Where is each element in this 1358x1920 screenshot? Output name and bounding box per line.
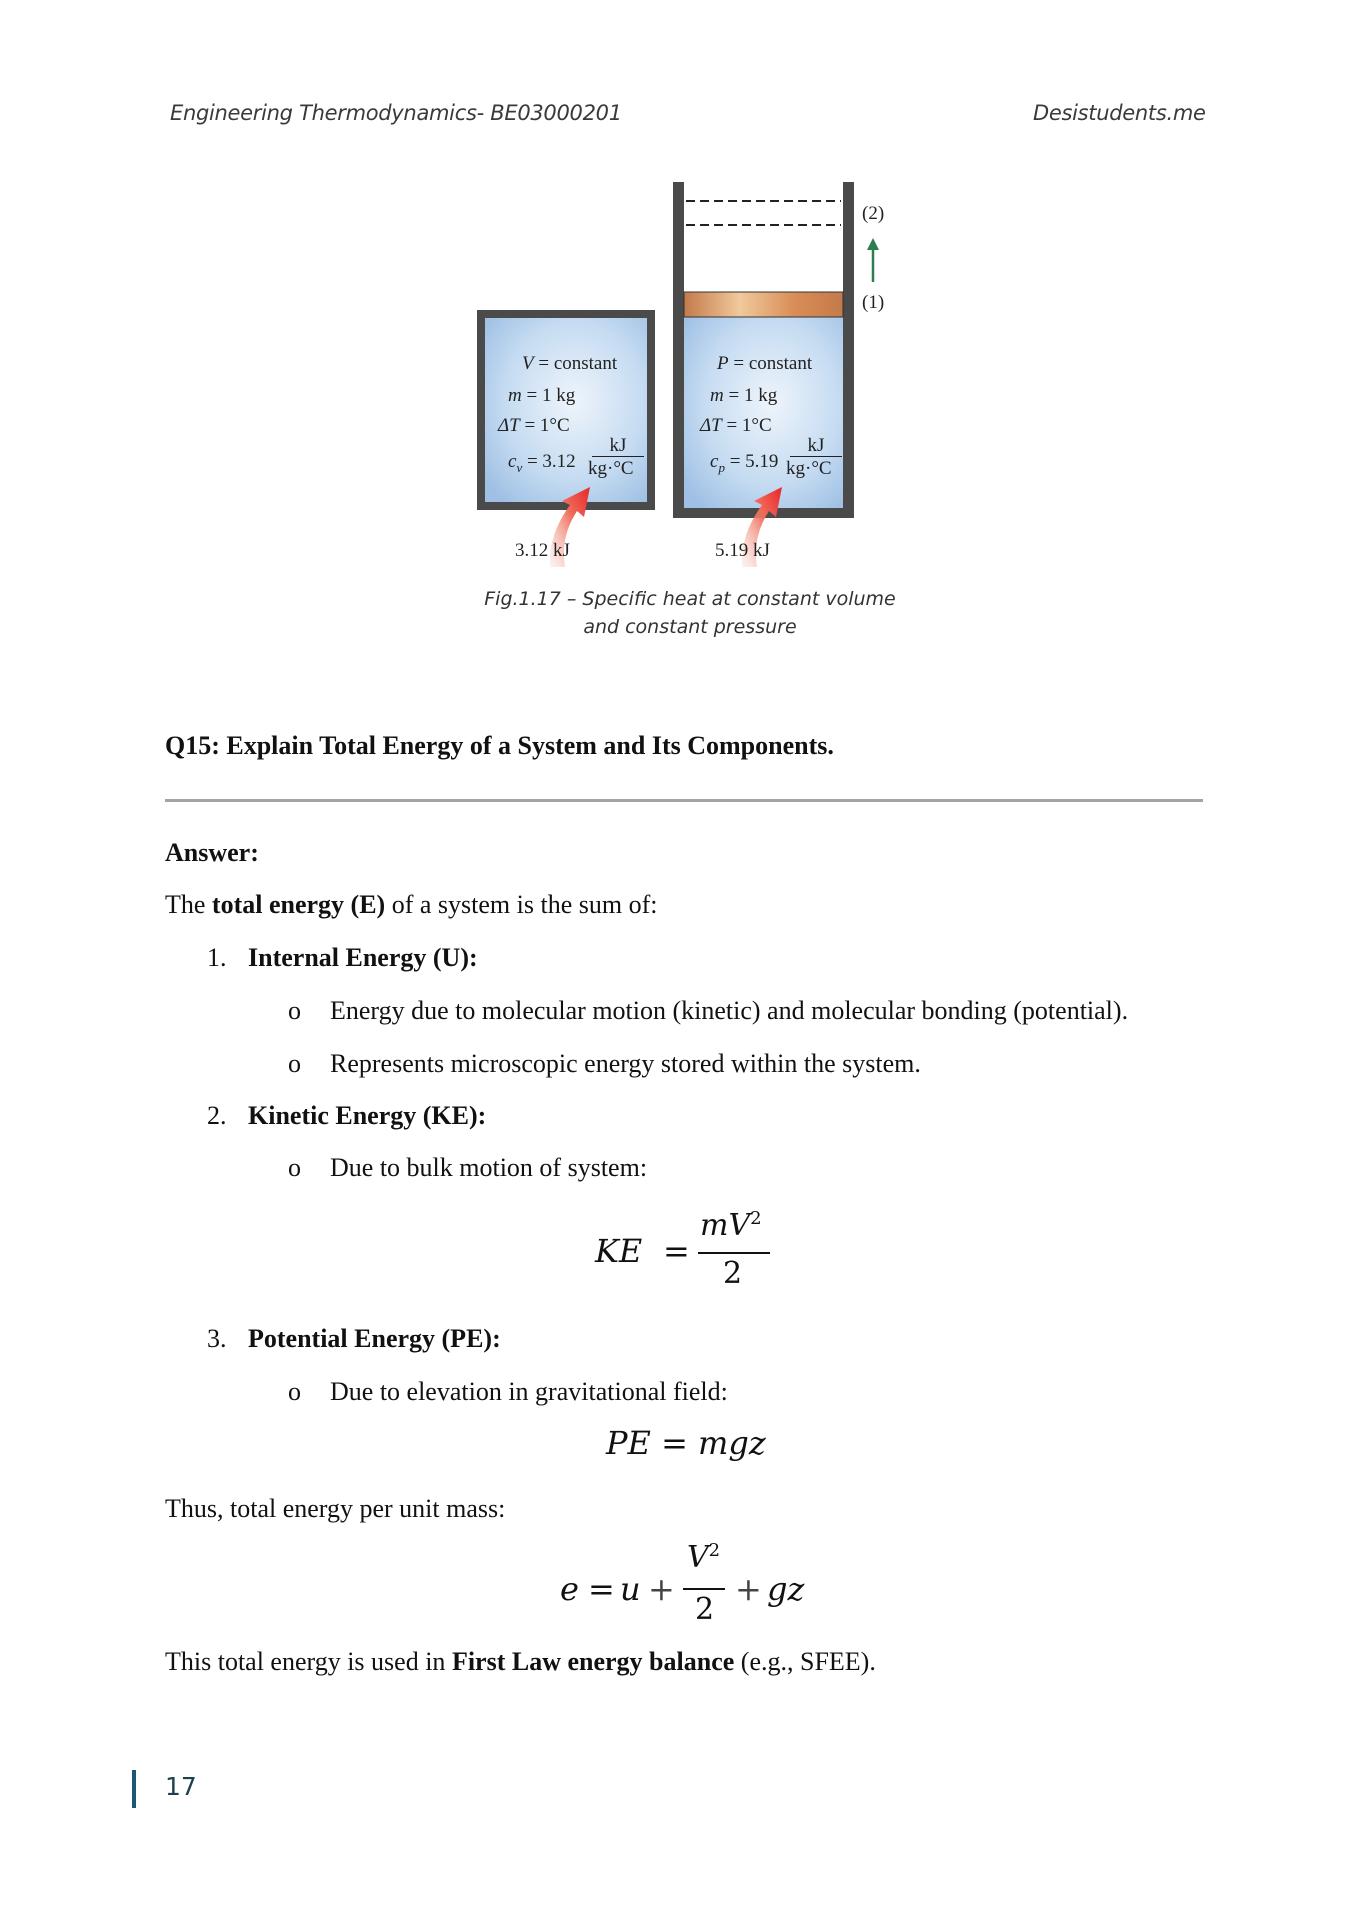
left-volume-label: V = constant (522, 353, 618, 374)
fraction-bar (683, 1588, 725, 1590)
question-heading: Q15: Explain Total Energy of a System and Its Components. (165, 731, 834, 760)
bullet-icon: o (288, 1377, 301, 1406)
bullet-icon: o (288, 996, 301, 1025)
list-item-internal-energy: Internal Energy (U): (248, 943, 478, 972)
state-2-label: (2) (862, 203, 885, 224)
section-divider (165, 799, 1203, 802)
bullet-text: Due to elevation in gravitational field: (330, 1377, 728, 1406)
list-number-3: 3. (207, 1324, 227, 1353)
page-number-bar (132, 1770, 136, 1808)
equation-total-energy: e = u + $V^2$ 2 + gz (560, 1540, 805, 1627)
figure-diagram (470, 175, 910, 575)
right-cp-label: $c_p = 5.19$ (710, 451, 779, 475)
header-site-name: Desistudents.me (1033, 101, 1206, 125)
header-course-title: Engineering Thermodynamics- BE03000201 (170, 101, 622, 125)
left-cv-label: $c_v = 3.12$ (508, 451, 576, 475)
cylinder-left-wall (673, 182, 684, 518)
left-deltaT-label: ΔT = 1°C (498, 415, 570, 436)
e-numerator: $V^2$ (687, 1540, 721, 1575)
per-unit-mass-text: Thus, total energy per unit mass: (165, 1494, 506, 1523)
figure-caption-line2: and constant pressure (583, 616, 797, 638)
bullet-text: Due to bulk motion of system: (330, 1153, 648, 1182)
bullet-icon: o (288, 1049, 301, 1078)
answer-label: Answer: (165, 838, 259, 867)
bullet-icon: o (288, 1153, 301, 1182)
left-heat-label: 3.12 kJ (515, 540, 570, 561)
right-unit-denominator: kg·°C (786, 458, 832, 479)
answer-intro: The total energy (E) of a system is the sum of: (165, 890, 658, 919)
equation-potential-energy: PE = mgz (606, 1424, 766, 1462)
closing-text: This total energy is used in First Law energy balance (e.g., SFEE). (165, 1647, 876, 1676)
fraction-bar (698, 1252, 770, 1254)
figure-specific-heat (470, 175, 910, 575)
equation-kinetic-energy: KE = $mV^2$ 2 (595, 1208, 785, 1298)
list-item-kinetic-energy: Kinetic Energy (KE): (248, 1101, 487, 1130)
cylinder-right-wall (843, 182, 854, 518)
piston (684, 292, 843, 317)
list-number-1: 1. (207, 943, 227, 972)
list-item-potential-energy: Potential Energy (PE): (248, 1324, 501, 1353)
left-mass-label: m = 1 kg (508, 385, 576, 406)
ke-numerator: $mV^2$ (700, 1208, 762, 1243)
right-unit-numerator: kJ (790, 436, 842, 457)
bullet-text: Energy due to molecular motion (kinetic) and molecular bonding (potential). (330, 996, 1129, 1025)
right-heat-label: 5.19 kJ (715, 540, 770, 561)
figure-caption-line1: Fig.1.17 – Specific heat at constant volume (484, 588, 896, 610)
left-unit-numerator: kJ (592, 436, 644, 457)
right-pressure-label: P = constant (717, 353, 813, 374)
list-number-2: 2. (207, 1101, 227, 1130)
right-mass-label: m = 1 kg (710, 385, 778, 406)
figure-caption (460, 588, 920, 638)
state-1-label: (1) (862, 292, 885, 313)
bullet-text: Represents microscopic energy stored within the system. (330, 1049, 921, 1078)
left-unit-denominator: kg·°C (588, 458, 634, 479)
right-deltaT-label: ΔT = 1°C (700, 415, 772, 436)
page-number: 17 (165, 1772, 197, 1801)
